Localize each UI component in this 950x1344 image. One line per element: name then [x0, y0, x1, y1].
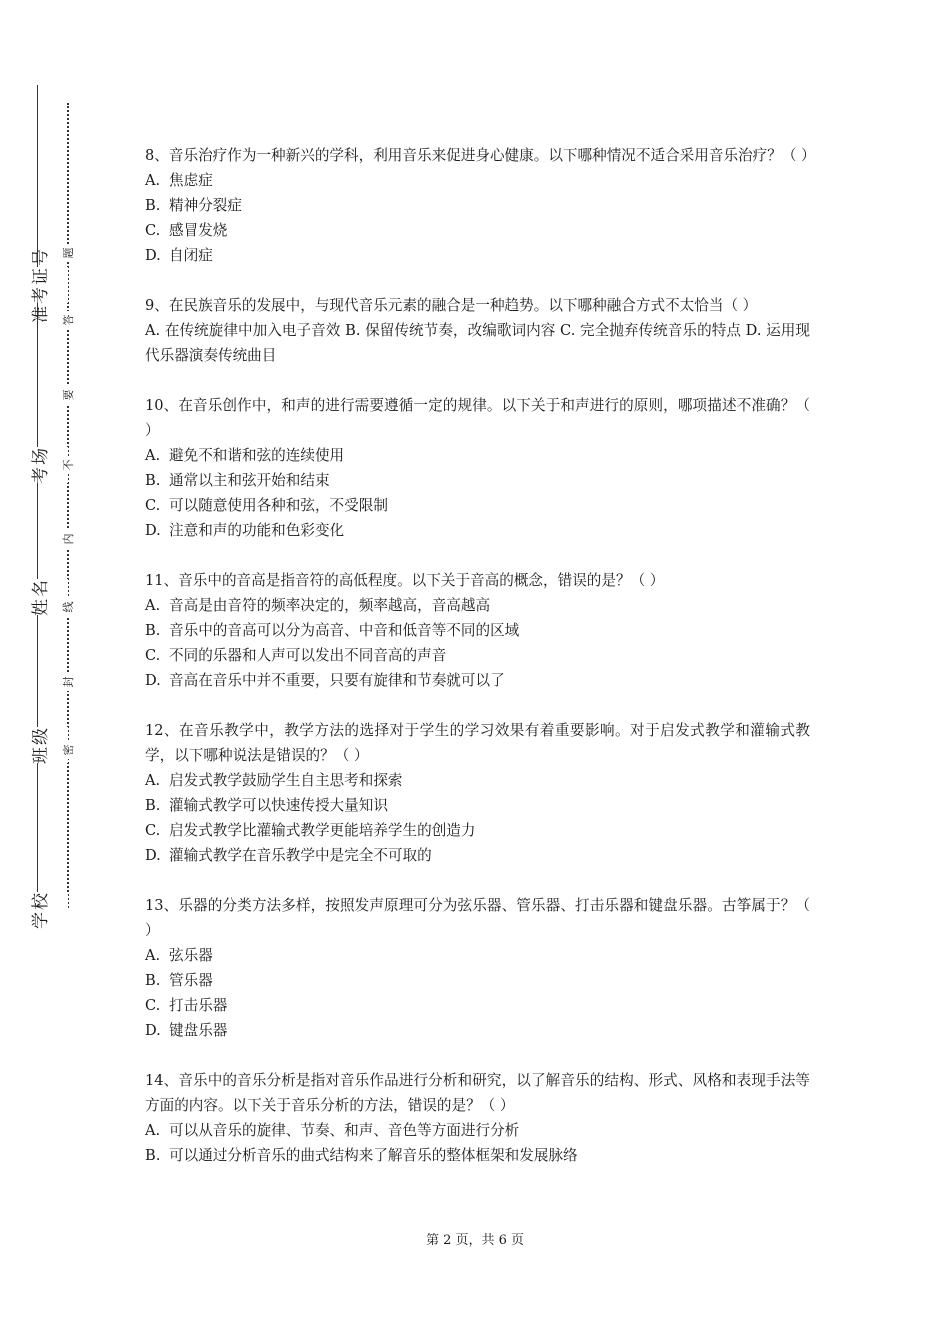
option-text: 自闭症: [169, 247, 213, 264]
option-text: 音高是由音符的频率决定的，频率越高，音高越高: [169, 597, 491, 614]
exam-number-label: 准考证号: [8, 267, 68, 303]
question-14: [145, 1068, 810, 1168]
class-label: 班级: [8, 727, 68, 763]
option-text: 可以随意使用各种和弦，不受限制: [169, 497, 388, 514]
option-text: 打击乐器: [169, 997, 228, 1014]
name-label: 姓名: [8, 579, 68, 615]
seal-char: 密: [59, 741, 77, 759]
option-text: 焦虑症: [169, 172, 213, 189]
option-text: 弦乐器: [169, 947, 213, 964]
option-d: [145, 518, 810, 543]
question-stem: 9、在民族音乐的发展中，与现代音乐元素的融合是一种趋势。以下哪种融合方式不太恰当（ ）: [145, 297, 758, 314]
option-text: 注意和声的功能和色彩变化: [169, 522, 345, 539]
option-a: [145, 943, 810, 968]
option-text: 可以通过分析音乐的曲式结构来了解音乐的整体框架和发展脉络: [169, 1147, 578, 1164]
option-text: 感冒发烧: [169, 222, 228, 239]
question-12: [145, 718, 810, 868]
option-c: [145, 993, 810, 1018]
seal-char: 内: [59, 530, 77, 548]
question-9: [145, 293, 810, 368]
option-letter: C.: [145, 647, 161, 664]
question-stem: 13、乐器的分类方法多样，按照发声原理可分为弦乐器、管乐器、打击乐器和键盘乐器。古筝属于？（ ）: [145, 897, 810, 939]
option-letter: B.: [145, 797, 161, 814]
question-list: [145, 143, 816, 1193]
option-text: 灌输式教学可以快速传授大量知识: [169, 797, 388, 814]
option-letter: B.: [145, 972, 161, 989]
option-c: [145, 493, 810, 518]
seal-char: 题: [59, 244, 77, 262]
option-text: 灌输式教学在音乐教学中是完全不可取的: [169, 847, 432, 864]
option-letter: D.: [145, 247, 161, 264]
seal-char: 要: [59, 386, 77, 404]
option-b: [145, 793, 810, 818]
option-b: [145, 193, 810, 218]
option-letter: A.: [145, 1122, 161, 1139]
option-c: [145, 218, 810, 243]
question-8: [145, 143, 816, 268]
option-letter: D.: [145, 522, 161, 539]
option-c: [145, 643, 810, 668]
seal-char: 封: [59, 673, 77, 691]
option-letter: A.: [145, 772, 161, 789]
option-letter: A.: [145, 947, 161, 964]
option-text: 音乐中的音高可以分为高音、中音和低音等不同的区域: [169, 622, 520, 639]
page-number-footer: 第 2 页，共 6 页: [425, 1233, 525, 1248]
binding-margin: [0, 0, 100, 1344]
seal-char: 线: [59, 598, 77, 616]
exam-room-label: 考场: [8, 447, 68, 483]
question-stem: 10、在音乐创作中，和声的进行需要遵循一定的规律。以下关于和声进行的原则，哪项描述不准确？（ ）: [145, 397, 810, 439]
school-label: 学校: [8, 892, 68, 928]
question-stem: 12、在音乐教学中，教学方法的选择对于学生的学习效果有着重要影响。对于启发式教学和灌输式教学，以下哪种说法是错误的？（ ）: [145, 722, 810, 764]
option-text: 启发式教学鼓励学生自主思考和探索: [169, 772, 403, 789]
option-letter: C.: [145, 497, 161, 514]
question-13: [145, 893, 810, 1043]
option-a: [145, 768, 810, 793]
option-a: [145, 593, 810, 618]
option-letter: B.: [145, 1147, 161, 1164]
option-b: [145, 968, 810, 993]
option-a: [145, 443, 810, 468]
option-letter: C.: [145, 997, 161, 1014]
option-a: [145, 1118, 810, 1143]
seal-dotted-line: [67, 103, 69, 908]
option-letter: A.: [145, 597, 161, 614]
seal-char: 答: [59, 311, 77, 329]
option-letter: D.: [145, 1022, 161, 1039]
option-d: [145, 1018, 810, 1043]
question-stem: 14、音乐中的音乐分析是指对音乐作品进行分析和研究，以了解音乐的结构、形式、风格和表现手法等方面的内容。以下关于音乐分析的方法，错误的是？（ ）: [145, 1072, 810, 1114]
option-b: [145, 618, 810, 643]
option-text: 键盘乐器: [169, 1022, 228, 1039]
option-text: 不同的乐器和人声可以发出不同音高的声音: [169, 647, 447, 664]
binding-solid-line: [37, 85, 38, 925]
option-text: 通常以主和弦开始和结束: [169, 472, 330, 489]
option-text: 音高在音乐中并不重要，只要有旋律和节奏就可以了: [169, 672, 505, 689]
option-text: 避免不和谐和弦的连续使用: [169, 447, 345, 464]
question-11: [145, 568, 810, 693]
option-letter: D.: [145, 672, 161, 689]
option-text: 精神分裂症: [169, 197, 242, 214]
option-text: 管乐器: [169, 972, 213, 989]
seal-char: 不: [59, 456, 77, 474]
option-d: [145, 843, 810, 868]
option-b: [145, 1143, 810, 1168]
option-text: 启发式教学比灌输式教学更能培养学生的创造力: [169, 822, 476, 839]
option-b: [145, 468, 810, 493]
option-letter: C.: [145, 822, 161, 839]
option-text: 可以从音乐的旋律、节奏、和声、音色等方面进行分析: [169, 1122, 520, 1139]
option-letter: A.: [145, 172, 161, 189]
option-c: [145, 818, 810, 843]
option-letter: B.: [145, 472, 161, 489]
question-stem: 11、音乐中的音高是指音符的高低程度。以下关于音高的概念，错误的是？（ ）: [145, 572, 665, 589]
question-10: [145, 393, 810, 543]
option-letter: B.: [145, 197, 161, 214]
inline-options: A. 在传统旋律中加入电子音效 B. 保留传统节奏，改编歌词内容 C. 完全抛弃传统音乐的特点 D. 运用现代乐器演奏传统曲目: [145, 322, 810, 364]
option-d: [145, 668, 810, 693]
option-letter: C.: [145, 222, 161, 239]
option-letter: A.: [145, 447, 161, 464]
option-letter: B.: [145, 622, 161, 639]
question-stem: 8、音乐治疗作为一种新兴的学科，利用音乐来促进身心健康。以下哪种情况不适合采用音乐治疗？（ ）: [145, 147, 816, 164]
option-a: [145, 168, 810, 193]
option-letter: D.: [145, 847, 161, 864]
option-d: [145, 243, 810, 268]
